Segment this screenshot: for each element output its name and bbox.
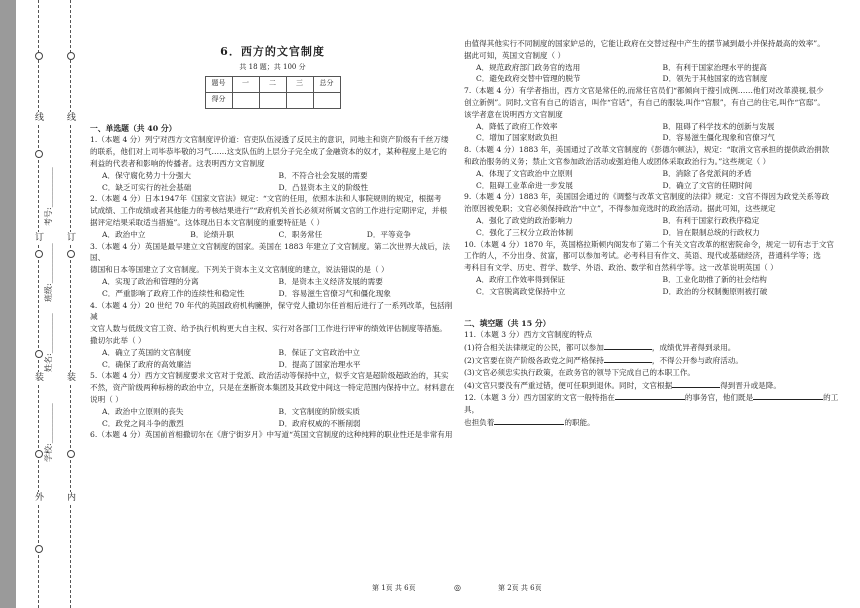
class-field: 班级:__________: [44, 243, 53, 302]
answer-blank[interactable]: [753, 391, 823, 400]
question-line: 德国和日本等国建立了文官制度。下列关于资本主义文官制度的建立，说法错误的是（ ）: [90, 265, 389, 275]
fill-text: 的事务官，他们既是: [684, 393, 754, 403]
question-line: 不然，资产阶级两种标榜的政治中立，只是在垄断资本集团及其政党中间这一特定范围内保持中立。材料意在: [90, 383, 455, 393]
option-list: [464, 62, 849, 86]
section-heading: 二、填空题（共 15 分）: [464, 318, 551, 328]
outer-dash-line: [38, 0, 39, 608]
binding-hole-circle: [67, 52, 75, 60]
question-line: 11.（本题 3 分）西方文官制度的特点: [464, 330, 593, 340]
option-list: [464, 274, 849, 298]
option[interactable]: B．是资本主义经济发展的需要: [278, 276, 383, 286]
question-line: 该学者意在说明西方文官制度: [464, 109, 563, 119]
option[interactable]: A．强化了政党的政治影响力: [476, 215, 573, 225]
gutter-word-xian: 线: [35, 113, 45, 123]
gutter-word-zhuang: 装: [67, 373, 77, 383]
exam-number-label: 考号:: [44, 207, 53, 226]
option[interactable]: D．平等竞争: [366, 229, 411, 239]
question-line: 7.（本题 4 分）有学者指出，西方文官是常任的,而常任官员们“都倾向于搜引成例……他们对改革漠视,很少: [464, 86, 824, 96]
fill-text: 的工具，: [464, 393, 839, 415]
score-label-cell: 得分: [205, 92, 232, 108]
option[interactable]: D．政治的分权制衡原则被打破: [662, 286, 768, 296]
section-heading: 一、单选题（共 40 分）: [90, 123, 177, 133]
question-line: 试成绩、工作成绩或者其他能力的考核结果进行”“政府机关首长必须对所属文官的工作进行定期评定，并根: [90, 206, 448, 216]
question-line: 据此可知，英国文官制度（ ）: [464, 50, 566, 60]
question-line: 3.（本题 4 分）英国是最早建立文官制度的国家。美国在 1883 年建立了文官制度。第二次世界大战后，法国、: [90, 241, 450, 263]
question-line: 文官人数与低级文官工资、给予执行机构更大自主权、实行对各部门工作进行评审的绩效评估制度等措施。: [90, 324, 447, 334]
question-line: 9.（本题 4 分）1883 年，美国国会通过的《调整与改革文官制度的法律》规定：文官不得因为政党关系等政: [464, 192, 830, 202]
fill-text: ，不得公开参与政府活动。: [651, 355, 743, 365]
option[interactable]: D．旨在限制总统的行政权力: [662, 227, 760, 237]
question-line: 2.（本题 4 分）日本1947年《国家文官法》规定：“文官的任用，依照本法和人事院规则的规定，根据考: [90, 194, 442, 204]
question-line: 的联系，他们对上司毕恭毕敬的习气……这支队伍的上层分子完全成了金融资本的奴才，某种程度上是它的: [90, 147, 447, 157]
option[interactable]: A．保守腐化势力十分强大: [102, 170, 192, 180]
option[interactable]: B．消除了各党派间的矛盾: [662, 168, 752, 178]
option[interactable]: C．文官脱离政党保持中立: [476, 286, 566, 296]
name-field: 姓名:__________: [44, 313, 53, 372]
option[interactable]: C．强化了三权分立政治体制: [476, 227, 573, 237]
question-line: 4.（本题 4 分）20 世纪 70 年代的英国政府机构臃肿，保守党人撒切尔任首相后进行了一系列改革，包括削减: [90, 300, 453, 322]
option[interactable]: D．确立了文官的任期时间: [662, 180, 753, 190]
score-header-cell: 题号: [205, 76, 232, 92]
fill-text: 得到晋升或是降。: [720, 380, 781, 390]
gutter-gray-band: [0, 0, 16, 608]
option-list: [90, 406, 455, 430]
school-field: 学校:__________: [44, 403, 53, 462]
option[interactable]: A．确立了英国的文官制度: [102, 347, 192, 357]
option[interactable]: D．容易滋生僵化现象和官僚习气: [662, 133, 775, 143]
option[interactable]: A．政治中立: [102, 229, 146, 239]
option[interactable]: B．保证了文官政治中立: [278, 347, 361, 357]
score-header-cell: 总分: [313, 76, 340, 92]
score-cell[interactable]: [232, 92, 259, 108]
question-line: 5.（本题 4 分）西方文官制度要求文官对于党派、政治活动等保持中立，似乎文官是超阶级超政治的，其实: [90, 371, 449, 381]
footer-center-mark: ◎: [454, 583, 461, 592]
binding-gutter: [0, 0, 82, 608]
option[interactable]: B．文官制度的阶级实质: [278, 406, 361, 416]
option[interactable]: D．凸显资本主义的阶级性: [278, 182, 369, 192]
option-list: [464, 215, 849, 239]
option[interactable]: C．严重影响了政府工作的连续性和稳定性: [102, 288, 245, 298]
answer-blank[interactable]: [615, 391, 685, 400]
right-column: [464, 38, 849, 429]
option[interactable]: C．阻碍工业革命进一步发展: [476, 180, 573, 190]
score-header-cell: 一: [232, 76, 259, 92]
answer-blank[interactable]: [494, 416, 564, 425]
option[interactable]: D．政府权威的不断削弱: [278, 418, 361, 428]
gutter-word-ding: 订: [35, 233, 45, 243]
fill-line: [464, 416, 849, 429]
option[interactable]: B．不符合社会发展的需要: [278, 170, 368, 180]
option-list: [464, 121, 849, 145]
fill-text: 12.（本题 3 分）西方国家的文官一般特指在: [464, 393, 615, 403]
binding-hole-circle: [35, 250, 43, 258]
answer-blank[interactable]: [604, 341, 652, 350]
option-list: [464, 168, 849, 192]
question-line: 据评定结果采取适当措施”。这体现出日本文官制度的重要特征是（ ）: [90, 217, 325, 227]
question-line: 1.（本题 4 分）列宁对西方文官制度评价道：官吏队伍浸透了反民主的意识，同地主和资产阶级有千丝万缕: [90, 135, 449, 145]
binding-hole-circle: [35, 450, 43, 458]
answer-blank[interactable]: [672, 379, 720, 388]
binding-hole-circle: [67, 450, 75, 458]
option[interactable]: C．增加了国家财政负担: [476, 133, 558, 143]
option[interactable]: C．政党之间斗争的激烈: [102, 418, 184, 428]
gutter-word-xian: 线: [67, 113, 77, 123]
question-line: 工作的人，不分出身、贫富，都可以参加考试。必考科目有作文、英语、现代或基础经济，普通科学等；选: [464, 251, 821, 261]
question-line: 考科目有文学、历史、哲学、数学、外语、政治、数学和自然科学等。这一改革说明英国（ ）: [464, 263, 778, 273]
option[interactable]: D．提高了国家治理水平: [278, 359, 361, 369]
option[interactable]: B．有利于国家治理水平的提高: [662, 62, 767, 72]
option[interactable]: B．阻碍了科学技术的创新与发展: [662, 121, 775, 131]
exam-number-field: 考号:__________: [44, 167, 53, 226]
option[interactable]: C．确保了政府的高效廉洁: [102, 359, 192, 369]
option[interactable]: D．容易滋生官僚习气和僵化现象: [278, 288, 391, 298]
option-list: [90, 347, 455, 371]
school-label: 学校:: [44, 443, 53, 462]
answer-blank[interactable]: [604, 354, 652, 363]
fill-line: [464, 341, 849, 354]
option[interactable]: B．有利于国家行政秩序稳定: [662, 215, 760, 225]
class-label: 班级:: [44, 283, 53, 302]
score-cell[interactable]: [259, 92, 286, 108]
score-table: [205, 76, 341, 109]
binding-hole-circle: [35, 52, 43, 60]
name-label: 姓名:: [44, 353, 53, 372]
question-line: 由值得其他实行不同制度的国家妒忌的，它能让政府在交替过程中产生的摆节减到最小并保持最高的效率”。: [464, 39, 825, 48]
option[interactable]: A．规范政府部门政务官的选用: [476, 62, 581, 72]
option[interactable]: D．领先于其他国家的选官制度: [662, 74, 768, 84]
score-header-cell: 二: [259, 76, 286, 92]
question-line: 和政治服务的义务；禁止文官参加政治活动或强迫他人或团体采取政治行为。”这些规定（ ）: [464, 156, 771, 166]
fill-text: ，成绩优异者得到录用。: [651, 343, 736, 353]
option[interactable]: A．政府工作效率得到保证: [476, 274, 566, 284]
fill-text: (2)文官要在资产阶级各政党之间严格保持: [464, 355, 604, 365]
binding-hole-circle: [35, 150, 43, 158]
option-list: [90, 170, 455, 194]
question-line: 6.（本题 4 分）英国前首相撒切尔在《唐宁街岁月》中写道“英国文官制度的这种纯粹的职业性还是非常有用: [90, 430, 453, 440]
score-cell[interactable]: [286, 92, 313, 108]
page-number-left: 第 1页 共 6页: [372, 584, 416, 592]
option[interactable]: A．政治中立原则的丧失: [102, 406, 184, 416]
fill-line: (3)文官必须忠实执行政策，在政务官的领导下完成自己的本职工作。: [464, 367, 695, 377]
option-list: [90, 276, 455, 300]
option[interactable]: A．降低了政府工作效率: [476, 121, 558, 131]
binding-hole-circle: [67, 250, 75, 258]
gutter-word-zhuang: 装: [35, 373, 45, 383]
option[interactable]: A．体现了文官政治中立原则: [476, 168, 573, 178]
page-title: 6．西方的文官制度: [220, 45, 325, 58]
option-list: [90, 229, 455, 241]
fill-text: 也担负着: [464, 417, 495, 427]
option[interactable]: B．论绩升职: [190, 229, 234, 239]
fill-text: (1)符合相关法律规定的公民，都可以参加: [464, 343, 604, 353]
page-number-right: 第 2页 共 6页: [498, 584, 542, 592]
question-line: 撒切尔此举（ ）: [90, 335, 146, 345]
page-subtitle: 共 18 题；共 100 分: [239, 62, 306, 71]
option[interactable]: B．工业化助推了新的社会结构: [662, 274, 767, 284]
fill-text: 的职能。: [564, 417, 595, 427]
gutter-word-wai: 外: [35, 493, 45, 503]
fill-line: [464, 354, 849, 367]
option[interactable]: A．实现了政治和管理的分离: [102, 276, 199, 286]
fill-line: [464, 391, 849, 416]
gutter-word-nei: 内: [67, 493, 77, 503]
option[interactable]: C．避免政府交替中管理的脱节: [476, 74, 581, 84]
question-line: 说明（ ）: [90, 394, 123, 404]
binding-hole-circle: [35, 350, 43, 358]
score-header-cell: 三: [286, 76, 313, 92]
fill-line: [464, 379, 849, 392]
option[interactable]: C．职务常任: [278, 229, 323, 239]
fill-text: (4)文官只要没有严重过错，便可任职到退休。同时，文官根据: [464, 380, 673, 390]
option[interactable]: C．缺乏可实行的社会基础: [102, 182, 192, 192]
score-cell[interactable]: [313, 92, 340, 108]
binding-hole-circle: [35, 545, 43, 553]
gutter-word-ding: 订: [67, 233, 77, 243]
question-line: 利益的代表者和影响的传播者。这表明西方文官制度: [90, 158, 265, 168]
question-line: 8.（本题 4 分）1883 年，美国通过了改革文官制度的《彭德尔顿法》，规定：“取消文官承担的提供政治捐款: [464, 145, 830, 155]
inner-dash-line: [70, 0, 71, 608]
left-column: [90, 0, 455, 441]
question-line: 10.（本题 4 分）1870 年，英国格拉斯顿内阁发布了第二个有关文官改革的枢密院命令，规定一切有志于文官: [464, 239, 835, 249]
question-line: 创立新例”。同时,文官有自己的语言，叫作“官话”，有自己的服装,叫作“官服”，有自己的住宅,叫作“官邸”。: [464, 97, 825, 107]
question-line: 治原因被免职；文官必须保持政治“中立”，不得参加竞选时的政治活动。据此可知，这些规定: [464, 204, 776, 214]
